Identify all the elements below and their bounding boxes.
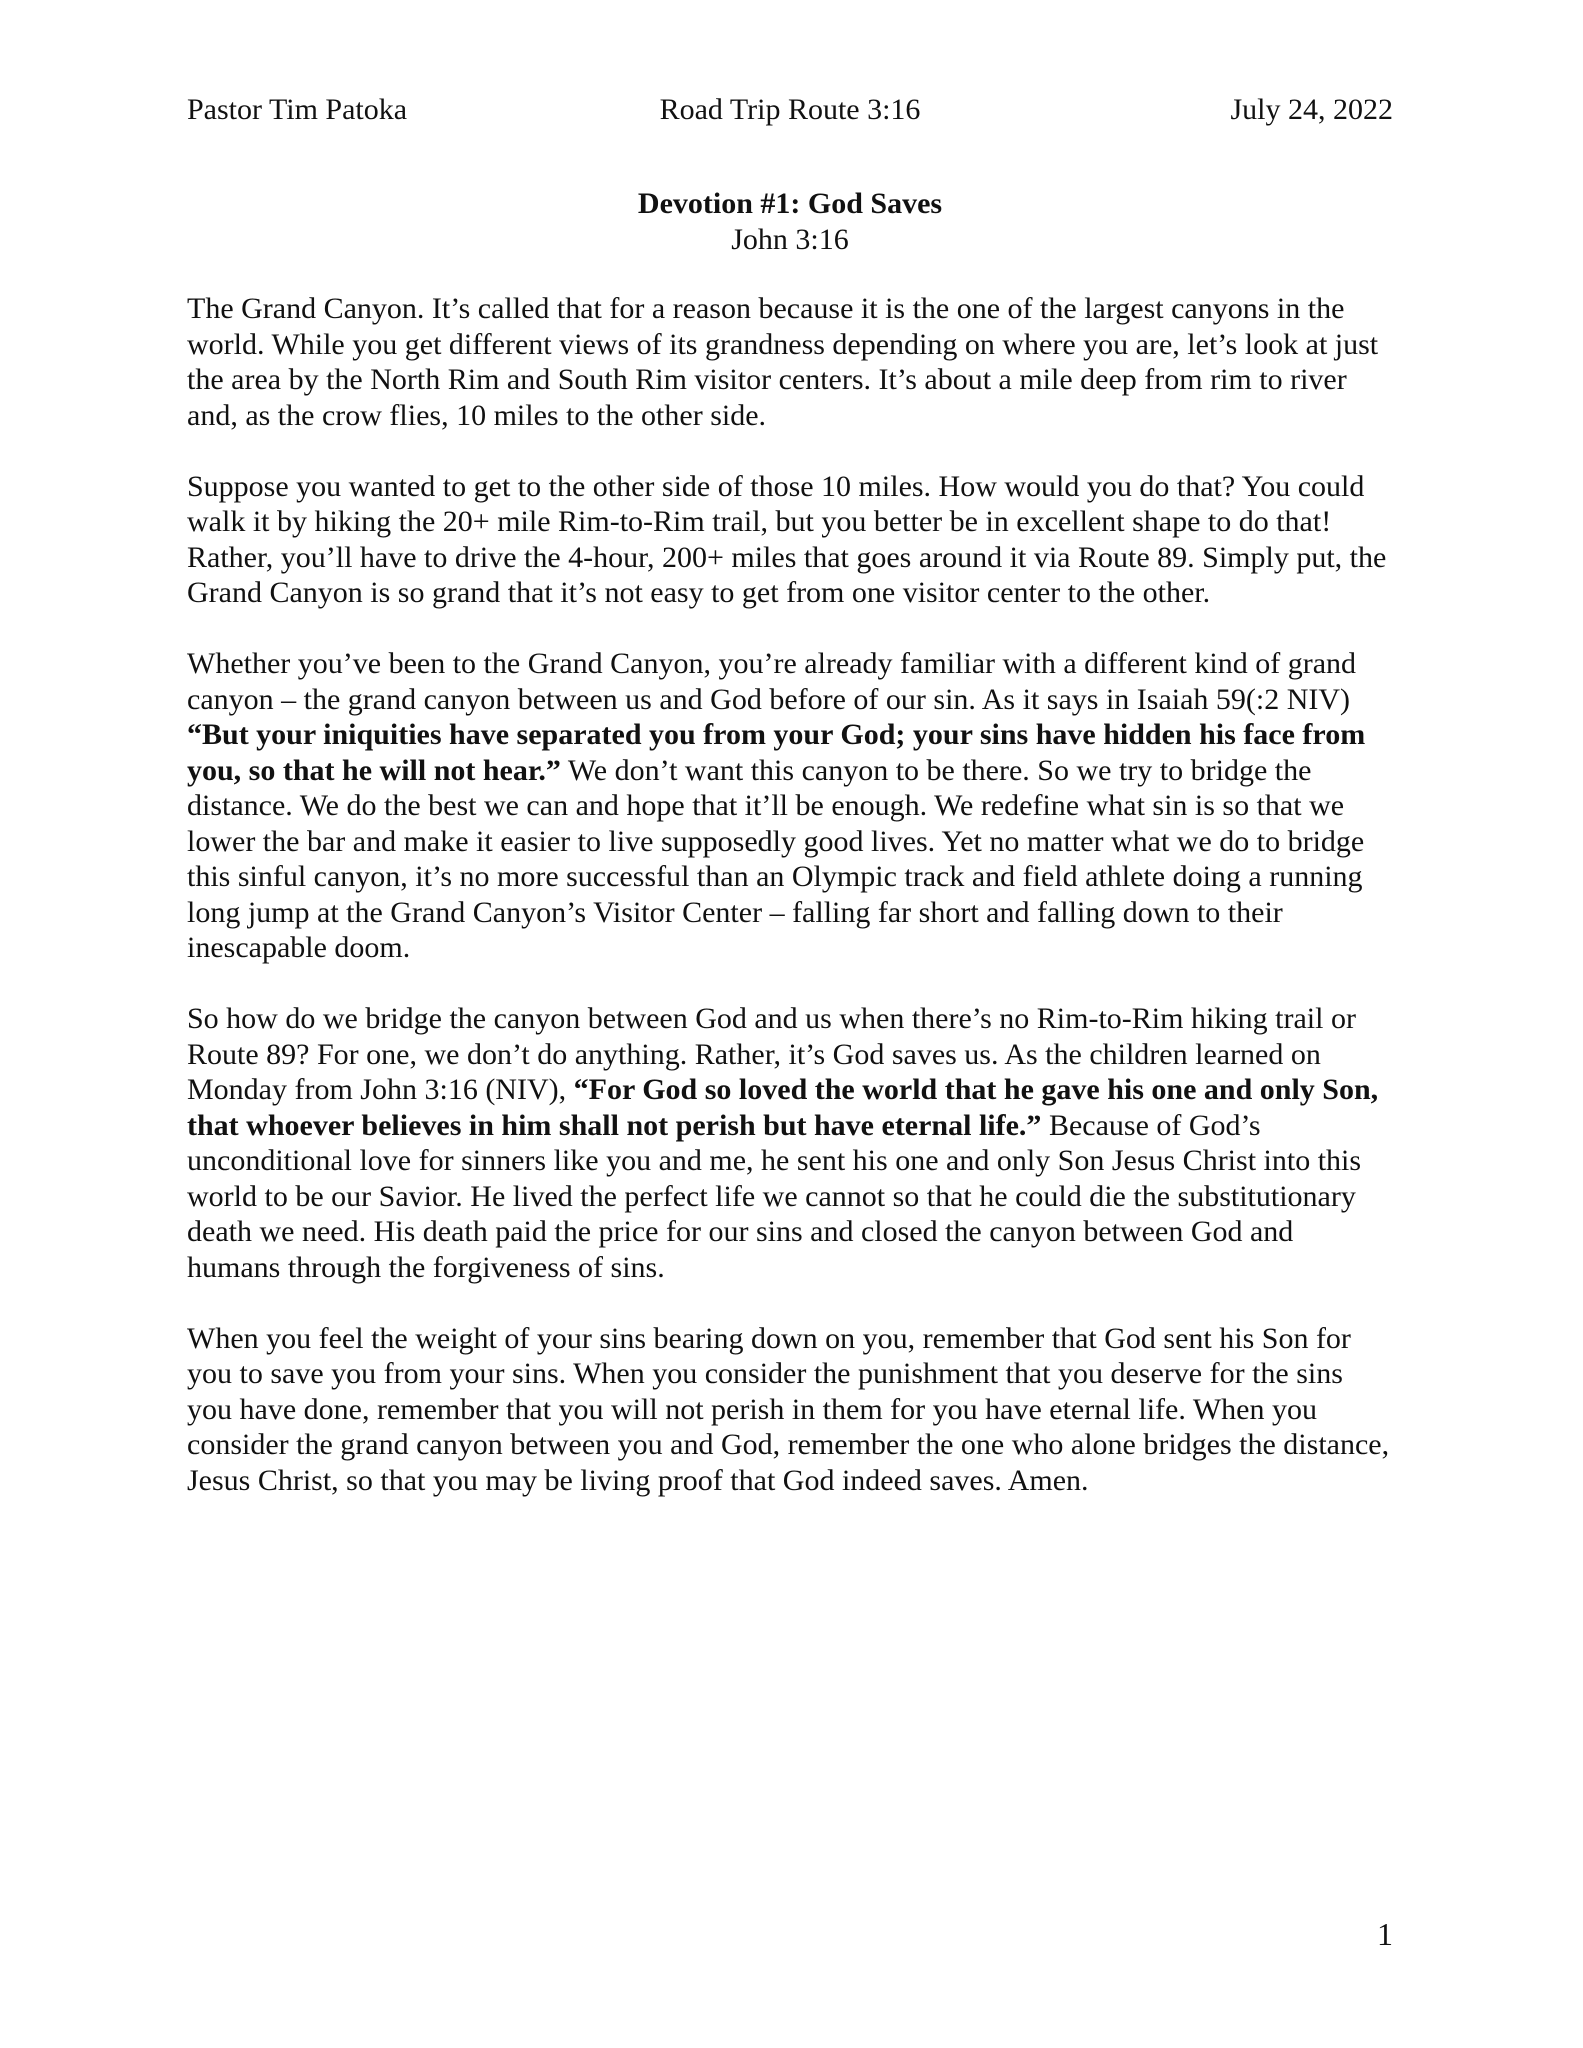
paragraph-4-intro: So how do we bridge the canyon between God and us when there’s no Rim-to-Rim hiking trail or Route 89? For one, we don’t do anything. Rather, it’s God saves us. As the children learned on Monday from John 3:16 (NIV), [187, 1002, 1356, 1106]
paragraph-2: Suppose you wanted to get to the other side of those 10 miles. How would you do that? You could walk it by hiking the 20+ mile Rim-to-Rim trail, but you better be in excellent shape to do that! Rather, you’ll have to drive the 4-hour, 200+ miles that goes around it via Route 89. Simply put, the Grand Canyon is so grand that it’s not easy to get from one visitor center to the other. [187, 469, 1387, 609]
paragraph-4 [187, 1001, 1393, 1285]
page-header [187, 90, 1393, 130]
paragraph-3-rest: We don’t want this canyon to be there. So we try to bridge the distance. We do the best we can and hope that it’ll be enough. We redefine what sin is so that we lower the bar and make it easier to live supposedly good lives. Yet no matter what we do to bridge this sinful canyon, it’s no more successful than an Olympic track and field athlete doing a running long jump at the Grand Canyon’s Visitor Center – falling far short and falling down to their inescapable doom. [187, 753, 1365, 964]
header-series-title: Road Trip Route 3:16 [659, 93, 921, 126]
page-number: 1 [1377, 1916, 1393, 1952]
isaiah-quote: “But your iniquities have separated you from your God; your sins have hidden his face from you, so that he will not hear.” [187, 718, 1366, 787]
paragraph-5: When you feel the weight of your sins bearing down on you, remember that God sent his Son for you to save you from your sins. When you consider the punishment that you deserve for the sins you have done, remember that you will not perish in them for you have eternal life. When you consider the grand canyon between you and God, remember the one who alone bridges the distance, Jesus Christ, so that you may be living proof that God indeed saves. Amen. [187, 1321, 1390, 1497]
paragraph-1: The Grand Canyon. It’s called that for a reason because it is the one of the largest canyons in the world. While you get different views of its grandness depending on where you are, let’s look at just the area by the North Rim and South Rim visitor centers. It’s about a mile deep from rim to river and, as the crow flies, 10 miles to the other side. [187, 292, 1379, 432]
paragraph-3-intro: Whether you’ve been to the Grand Canyon, you’re already familiar with a different kind of grand canyon – the grand canyon between us and God before of our sin. As it says in Isaiah 59(:2 NIV) [187, 647, 1357, 716]
devotion-heading [187, 186, 1393, 258]
paragraph-4-rest: Because of God’s unconditional love for sinners like you and me, he sent his one and only Son Jesus Christ into this world to be our Savior. He lived the perfect life we cannot so that he could die the substitutionary death we need. His death paid the price for our sins and closed the canyon between God and humans through the forgiveness of sins. [187, 1108, 1362, 1284]
scripture-reference: John 3:16 [731, 223, 849, 256]
header-date: July 24, 2022 [1230, 93, 1393, 126]
header-author: Pastor Tim Patoka [187, 93, 408, 126]
paragraph-3 [187, 646, 1393, 966]
devotion-title: Devotion #1: God Saves [637, 187, 943, 220]
devotion-body [187, 291, 1393, 1534]
john-quote: “For God so loved the world that he gave his one and only Son, that whoever believes in him shall not perish but have eternal life.” [187, 1073, 1379, 1142]
